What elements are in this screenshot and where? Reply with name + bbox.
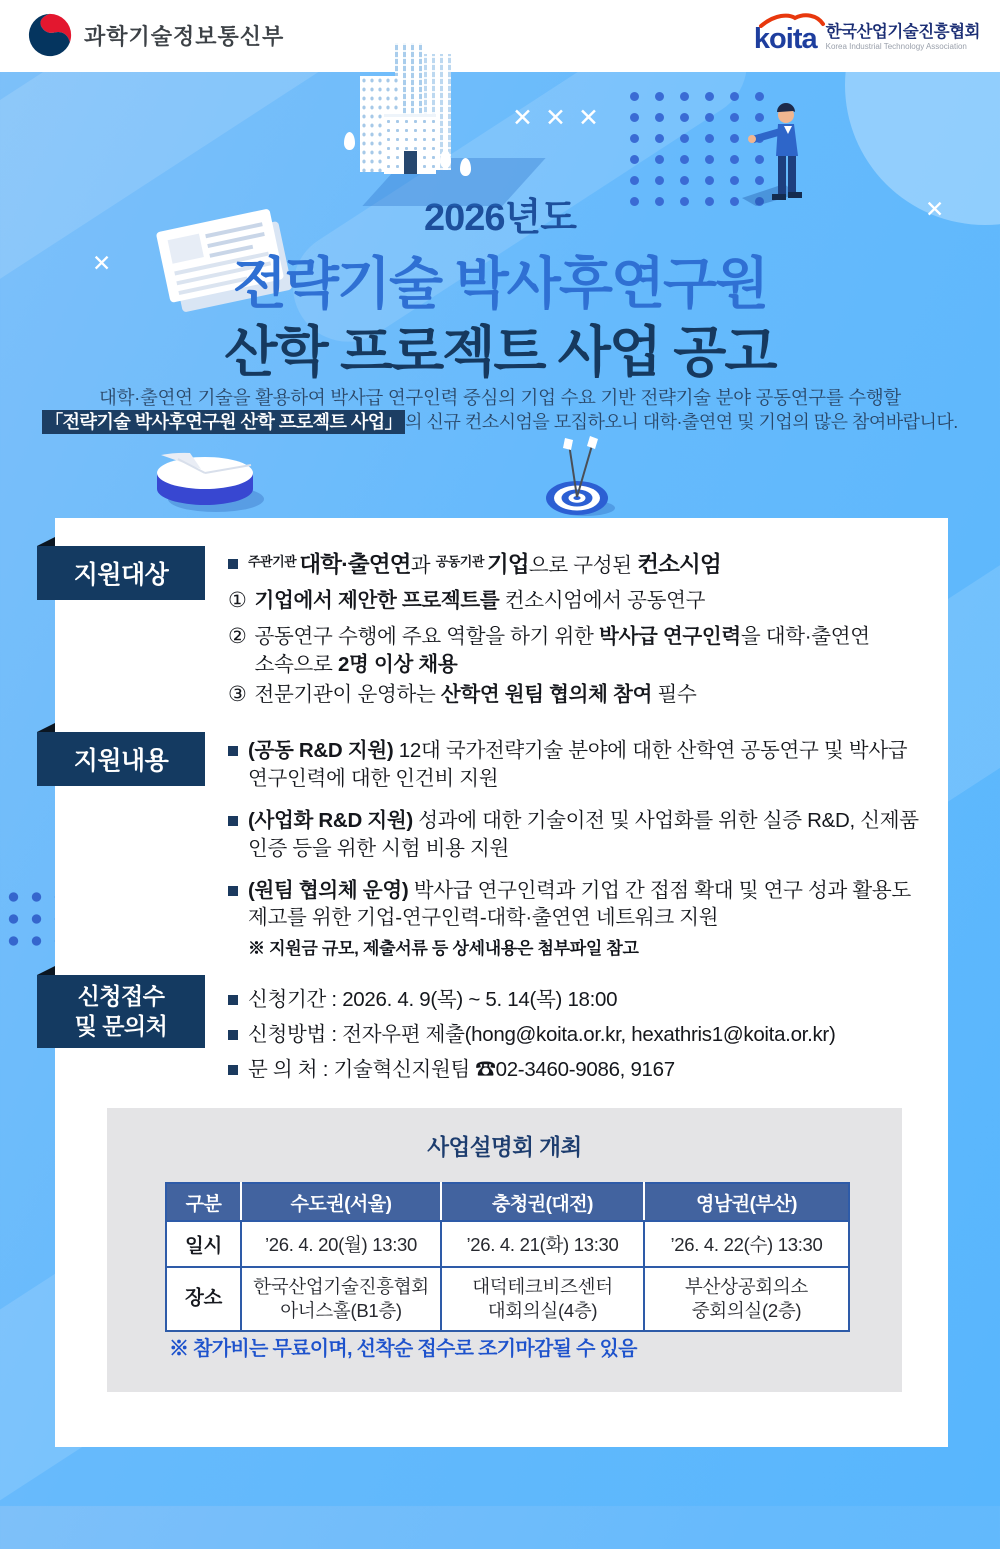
koita-logo <box>754 14 980 54</box>
venue-line2: 중회의실(2층) <box>691 1300 802 1321</box>
x-mark-icon: ✕ <box>578 104 599 132</box>
x-mark-icon: ✕ <box>545 104 566 132</box>
hero-year: 2026년도 <box>424 197 576 239</box>
hero-title-line2: 산학 프로젝트 사업 공고 <box>224 321 776 383</box>
tree-icon <box>344 132 355 150</box>
briefing-note: ※ 참가비는 무료이며, 선착순 접수로 조기마감될 수 있음 <box>169 1338 637 1360</box>
apply-item-text: 신청방법 : 전자우편 제출(hong@koita.or.kr, hexathris1@koita.or.kr) <box>248 1022 836 1046</box>
content-item-2 <box>228 807 928 863</box>
row-label: 일시 <box>166 1221 241 1267</box>
ribbon-fold <box>37 723 55 732</box>
x-mark-icon: ✕ <box>512 104 533 132</box>
ribbon-support-content <box>37 732 205 786</box>
hero-subtitle-line2 <box>0 408 1000 434</box>
table-header-row <box>166 1183 849 1221</box>
ribbon-label-line2: 및 문의처 <box>74 1012 168 1039</box>
table-cell <box>644 1267 849 1331</box>
koita-wordmark-text: koita <box>753 23 817 55</box>
apply-item-text: 신청기간 : 2026. 4. 9(목) ~ 5. 14(목) 18:00 <box>248 988 618 1011</box>
target-item-1 <box>228 587 928 616</box>
bullet-square-icon <box>228 995 238 1005</box>
subtitle-highlight: 「전략기술 박사후연구원 산학 프로젝트 사업」 <box>42 410 405 434</box>
hero-subtitle-line1: 대학·출연연 기술을 활용하여 박사급 연구인력 중심의 기업 수요 기반 전략기술 분야 공동연구를 수행할 <box>99 387 901 408</box>
x-mark-icon: ✕ <box>925 196 945 222</box>
ribbon-apply-contact <box>37 975 205 1048</box>
table-header-cell: 영남권(부산) <box>644 1183 849 1221</box>
apply-item-period <box>228 988 928 1012</box>
target-item-text: 전문기관이 운영하는 산학연 원팀 협의체 참여 필수 <box>254 682 697 706</box>
target-item-3 <box>228 681 928 710</box>
bullet-square-icon <box>228 1065 238 1075</box>
content-item-text: (원팀 협의체 운영) 박사급 연구인력과 기업 간 접점 확대 및 연구 성과 활용도 제고를 위한 기업-연구인력-대학·출연연 네트워크 지원 <box>248 878 911 930</box>
table-row-venue <box>166 1267 849 1331</box>
tree-icon <box>440 150 451 168</box>
apply-item-contact <box>228 1058 928 1082</box>
pie-chart-illustration <box>148 441 268 517</box>
target-lead-text: $^{주관기관}$ 대학·출연연과 $^{공동기관}$ 기업으로 구성된 컨소시엄 <box>248 552 721 577</box>
table-cell: ’26. 4. 21(화) 13:30 <box>441 1221 644 1267</box>
bullet-square-icon <box>228 816 238 826</box>
bullet-square-icon <box>228 1030 238 1040</box>
koita-name-en: Korea Industrial Technology Association <box>825 41 967 51</box>
koita-arc-icon <box>757 12 829 28</box>
venue-line1: 부산상공회의소 <box>685 1275 808 1297</box>
ribbon-fold <box>37 966 55 975</box>
circled-number-icon: ② <box>228 625 247 649</box>
bullet-square-icon <box>228 559 238 569</box>
ribbon-label: 지원내용 <box>73 747 169 775</box>
circled-number-icon: ① <box>228 588 247 612</box>
target-lead-row <box>228 550 928 581</box>
koita-wordmark <box>754 14 817 54</box>
tree-icon <box>460 158 471 176</box>
row-label: 장소 <box>166 1267 241 1331</box>
table-row-datetime <box>166 1221 849 1267</box>
venue-line1: 대덕테크비즈센터 <box>472 1275 613 1297</box>
ministry-name: 과학기술정보통신부 <box>84 23 285 49</box>
briefing-panel <box>107 1108 902 1392</box>
target-item-text: 공동연구 수행에 주요 역할을 하기 위한 박사급 연구인력을 대학·출연연 소속으로 2명 이상 채용 <box>254 625 870 677</box>
front-building <box>384 114 436 174</box>
apply-item-text: 문 의 처 : 기술혁신지원팀 ☎02-3460-9086, 9167 <box>248 1057 675 1081</box>
bullet-square-icon <box>228 746 238 756</box>
target-item-text: 기업에서 제안한 프로젝트를 컨소시엄에서 공동연구 <box>254 588 706 612</box>
briefing-title: 사업설명회 개최 <box>427 1135 582 1160</box>
circled-number-icon: ③ <box>228 682 247 706</box>
buildings-illustration <box>338 38 518 213</box>
apply-item-method <box>228 1023 928 1047</box>
dart-target-illustration <box>538 436 618 522</box>
msit-logo <box>28 13 284 57</box>
content-item-1 <box>228 737 928 793</box>
table-cell <box>241 1267 441 1331</box>
ribbon-label-line1: 신청접수 <box>77 982 165 1009</box>
table-cell <box>441 1267 644 1331</box>
table-cell: ’26. 4. 20(월) 13:30 <box>241 1221 441 1267</box>
content-item-text: (사업화 R&D 지원) 성과에 대한 기술이전 및 사업화를 위한 실증 R&D, 신제품 인증 등을 위한 시험 비용 지원 <box>248 808 919 860</box>
content-item-3 <box>228 877 928 933</box>
venue-line1: 한국산업기술진흥협회 <box>253 1275 429 1297</box>
venue-line2: 아너스홀(B1층) <box>280 1300 402 1321</box>
table-header-cell: 구분 <box>166 1183 241 1221</box>
content-note: ※ 지원금 규모, 제출서류 등 상세내용은 첨부파일 참고 <box>248 939 639 959</box>
venue-line2: 대회의실(4층) <box>487 1300 598 1321</box>
msit-emblem-icon <box>28 13 72 57</box>
koita-names <box>826 18 980 54</box>
table-header-cell: 수도권(서울) <box>241 1183 441 1221</box>
section-apply-contact <box>228 988 928 1093</box>
target-item-2 <box>228 623 928 679</box>
koita-name-kr: 한국산업기술진흥협회 <box>825 22 980 41</box>
bullet-square-icon <box>228 886 238 896</box>
briefing-table <box>165 1182 850 1332</box>
ribbon-label: 지원대상 <box>73 561 169 589</box>
x-mark-icon: ✕ <box>92 250 112 276</box>
hero-title-line1: 전략기술 박사후연구원 <box>232 252 768 315</box>
table-header-cell: 충청권(대전) <box>441 1183 644 1221</box>
building-door <box>404 151 417 174</box>
section-support-target <box>228 550 928 717</box>
section-support-content <box>228 737 928 959</box>
ribbon-support-target <box>37 546 205 600</box>
table-cell: ’26. 4. 22(수) 13:30 <box>644 1221 849 1267</box>
content-item-text: (공동 R&D 지원) 12대 국가전략기술 분야에 대한 산학연 공동연구 및 박사급 연구인력에 대한 인건비 지원 <box>248 739 908 790</box>
subtitle-rest: 의 신규 컨소시엄을 모집하오니 대학·출연연 및 기업의 많은 참여바랍니다. <box>405 412 958 432</box>
ribbon-fold <box>37 537 55 546</box>
